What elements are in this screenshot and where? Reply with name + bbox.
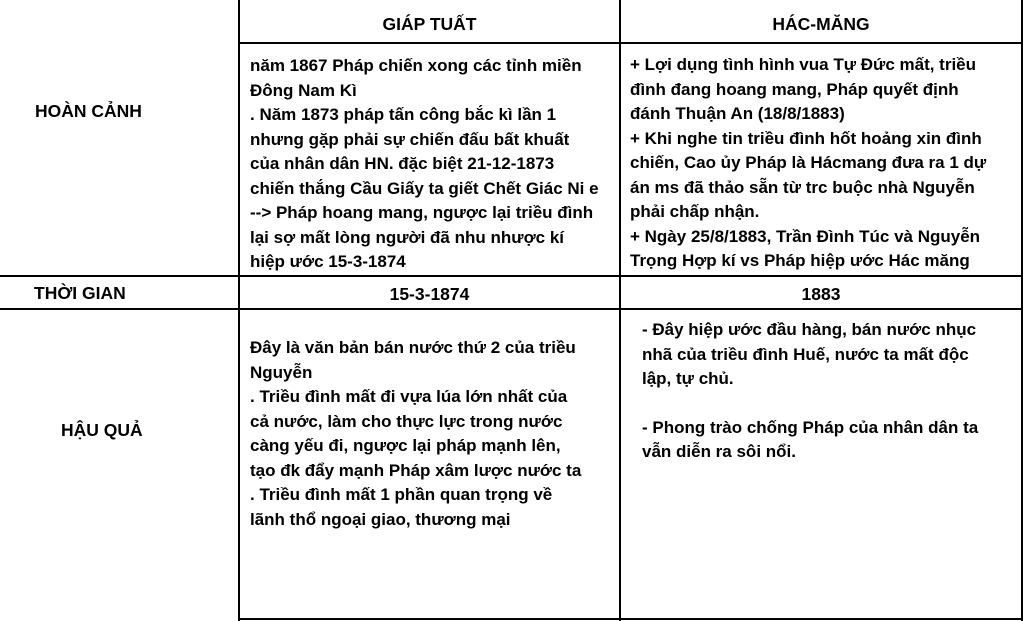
- text-line: nhưng gặp phải sự chiến đấu bất khuất: [250, 129, 570, 149]
- thoi-gian-giap-tuat-cell: 15-3-1874: [389, 284, 470, 304]
- text-line: của nhân dân HN. đặc biệt 21-12-1873: [250, 154, 555, 173]
- text-line: Nguyễn: [250, 362, 313, 382]
- table-border-header: [238, 42, 1023, 44]
- text-line: + Ngày 25/8/1883, Trần Đình Túc và Nguyễn: [630, 226, 981, 246]
- text-line: đình đang hoang mang, Pháp quyết định: [630, 79, 959, 99]
- paragraph-gap: [642, 392, 978, 416]
- text-line: Đây là văn bản bán nước thứ 2 của triều: [250, 338, 576, 357]
- text-line: --> Pháp hoang mang, ngược lại triều đình: [250, 203, 594, 222]
- hoan-canh-giap-tuat-cell: [250, 54, 599, 275]
- text-line: phải chấp nhận.: [630, 202, 760, 221]
- row-label-hoan-canh: HOÀN CẢNH: [35, 101, 142, 121]
- text-line: lập, tự chủ.: [642, 369, 734, 388]
- hau-qua-giap-tuat-cell: [250, 336, 581, 532]
- table-border-mid-col: [619, 0, 621, 621]
- text-line: - Đây hiệp ước đầu hàng, bán nước nhục: [642, 320, 977, 339]
- text-line: . Năm 1873 pháp tấn công bắc kì lần 1: [250, 105, 557, 124]
- header-giap-tuat: GIÁP TUẤT: [382, 14, 477, 34]
- text-line: . Triều đình mất 1 phần quan trọng về: [250, 485, 553, 504]
- text-line: vẫn diễn ra sôi nổi.: [642, 442, 796, 461]
- text-line: hiệp ước 15-3-1874: [250, 252, 406, 271]
- table-border-row1: [0, 275, 1023, 277]
- text-line: Trọng Hợp kí vs Pháp hiệp ước Hác măng: [630, 251, 970, 270]
- table-border-row2: [0, 308, 1023, 310]
- text-line: án ms đã thảo sẵn từ trc buộc nhà Nguyễn: [630, 177, 975, 197]
- text-line: lãnh thổ ngoại giao, thương mại: [250, 509, 511, 529]
- text-line: đánh Thuận An (18/8/1883): [630, 104, 845, 123]
- hau-qua-hac-mang-cell: [642, 318, 978, 465]
- text-line: . Triều đình mất đi vựa lúa lớn nhất của: [250, 387, 568, 406]
- text-line: chiến thắng Cầu Giấy ta giết Chết Giác Ni e: [250, 178, 599, 198]
- hoan-canh-hac-mang-cell: [630, 53, 986, 274]
- text-line: nhã của triều đình Huế, nước ta mất độc: [642, 344, 969, 364]
- text-line: tạo đk đẩy mạnh Pháp xâm lược nước ta: [250, 460, 582, 480]
- text-line: chiến, Cao ủy Pháp là Hácmang đưa ra 1 dự: [630, 153, 987, 172]
- text-line: + Lợi dụng tình hình vua Tự Đức mất, triều: [630, 55, 977, 74]
- row-label-thoi-gian: THỜI GIAN: [34, 283, 126, 303]
- text-line: + Khi nghe tin triều đình hốt hoảng xin đình: [630, 128, 982, 148]
- text-line: - Phong trào chống Pháp của nhân dân ta: [642, 417, 979, 437]
- row-label-hau-qua: HẬU QUẢ: [61, 420, 143, 440]
- text-line: lại sợ mất lòng người đã nhu nhược kí: [250, 227, 565, 247]
- table-border-left-col: [238, 0, 240, 621]
- text-line: năm 1867 Pháp chiến xong các tỉnh miền: [250, 56, 582, 75]
- table-border-bottom: [238, 618, 1023, 620]
- table-border-right: [1021, 0, 1023, 621]
- text-line: càng yếu đi, ngược lại pháp mạnh lên,: [250, 436, 561, 455]
- text-line: Đông Nam Kì: [250, 80, 357, 100]
- text-line: cả nước, làm cho thực lực trong nước: [250, 411, 563, 431]
- thoi-gian-hac-mang-cell: 1883: [801, 284, 841, 304]
- header-hac-mang: HÁC-MĂNG: [772, 14, 870, 34]
